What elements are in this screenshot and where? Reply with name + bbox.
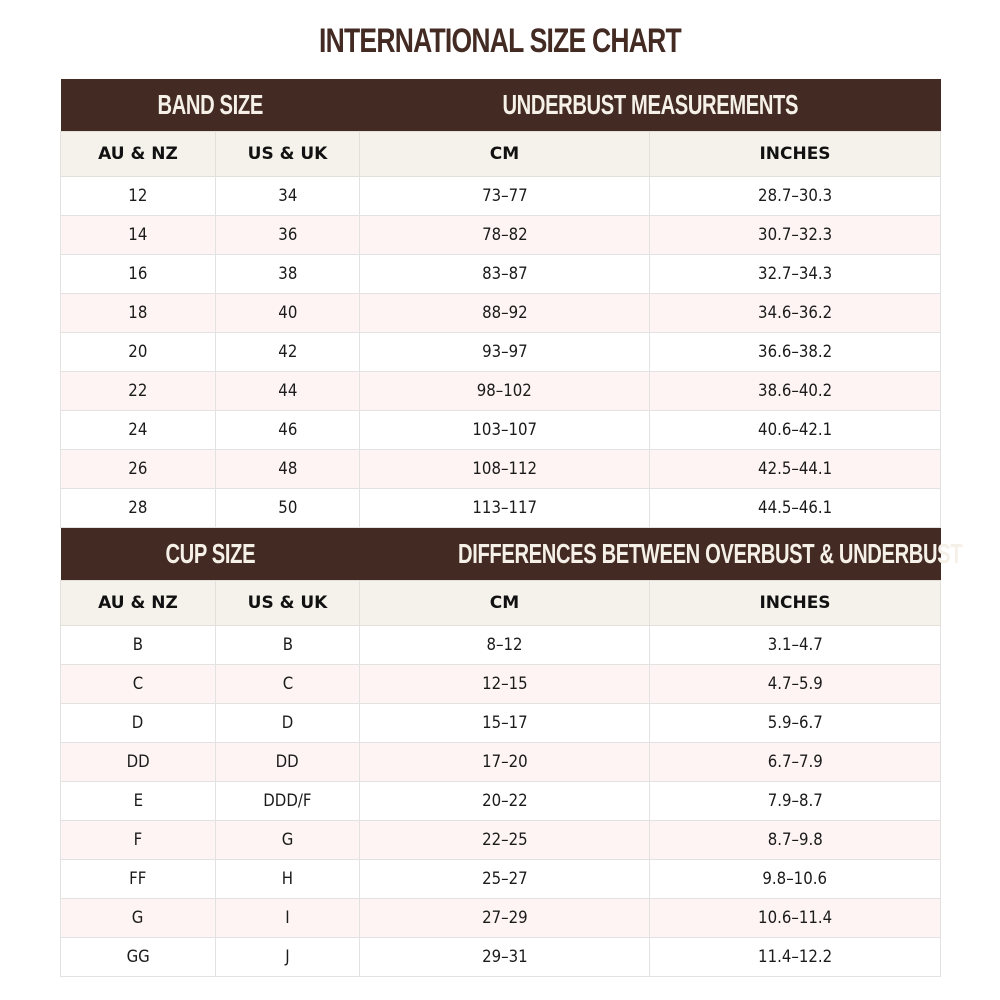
cell-value: 50 xyxy=(277,498,298,518)
table-row xyxy=(61,294,941,333)
cell-value: 8–12 xyxy=(486,635,523,655)
cell-value: 34 xyxy=(277,186,298,206)
cell-value: G xyxy=(132,908,144,928)
cell-value: H xyxy=(281,869,294,889)
cell-us-uk xyxy=(216,743,360,782)
cell-value: 28 xyxy=(128,498,148,518)
table-row xyxy=(61,782,941,821)
cell-cm xyxy=(360,255,650,294)
cell-inches xyxy=(650,255,941,294)
cell-us-uk xyxy=(216,938,360,977)
cell-us-uk xyxy=(216,821,360,860)
table-row xyxy=(61,177,941,216)
table-row xyxy=(61,938,941,977)
cell-cm xyxy=(360,411,650,450)
cup-section-header xyxy=(61,528,941,581)
cell-au-nz xyxy=(61,216,216,255)
cell-us-uk xyxy=(216,489,360,528)
cell-value: I xyxy=(285,908,290,928)
cell-value: 36.6–38.2 xyxy=(757,342,833,362)
cell-us-uk xyxy=(216,704,360,743)
band-column-headers xyxy=(61,132,941,177)
cell-value: 6.7–7.9 xyxy=(767,752,823,772)
cell-us-uk xyxy=(216,216,360,255)
cell-us-uk xyxy=(216,255,360,294)
cell-cm xyxy=(360,177,650,216)
cell-au-nz xyxy=(61,294,216,333)
cell-us-uk xyxy=(216,177,360,216)
cell-inches xyxy=(650,489,941,528)
cell-cm xyxy=(360,294,650,333)
cell-value: 20–22 xyxy=(481,791,528,811)
cell-cm xyxy=(360,860,650,899)
cup-size-heading: CUP SIZE xyxy=(61,528,360,581)
cell-value: 40.6–42.1 xyxy=(757,420,833,440)
cell-value: 38 xyxy=(277,264,298,284)
cell-us-uk xyxy=(216,411,360,450)
cell-au-nz xyxy=(61,489,216,528)
cell-value: 32.7–34.3 xyxy=(757,264,833,284)
cell-au-nz xyxy=(61,821,216,860)
cell-au-nz xyxy=(61,372,216,411)
cell-value: B xyxy=(132,635,144,655)
column-header-inches: INCHES xyxy=(650,132,941,177)
cup-column-headers xyxy=(61,581,941,626)
cell-inches xyxy=(650,665,941,704)
cup-size-section xyxy=(61,528,962,977)
cell-inches xyxy=(650,938,941,977)
cell-au-nz xyxy=(61,177,216,216)
cell-value: 4.7–5.9 xyxy=(767,674,823,694)
table-row xyxy=(61,255,941,294)
cell-inches xyxy=(650,860,941,899)
cell-value: C xyxy=(132,674,144,694)
cell-value: 36 xyxy=(277,225,298,245)
cell-value: D xyxy=(132,713,144,733)
cell-value: 11.4–12.2 xyxy=(757,947,833,967)
cell-value: 22 xyxy=(128,381,148,401)
cell-value: 12–15 xyxy=(481,674,528,694)
cell-value: 18 xyxy=(128,303,148,323)
cell-value: 30.7–32.3 xyxy=(757,225,833,245)
cell-value: DDD/F xyxy=(263,791,312,811)
table-row xyxy=(61,743,941,782)
cell-value: 9.8–10.6 xyxy=(762,869,828,889)
cell-cm xyxy=(360,450,650,489)
table-row xyxy=(61,860,941,899)
cell-us-uk xyxy=(216,333,360,372)
cell-us-uk xyxy=(216,782,360,821)
column-header-cm: CM xyxy=(360,581,650,626)
cell-cm xyxy=(360,899,650,938)
cell-value: 27–29 xyxy=(481,908,528,928)
cell-value: 29–31 xyxy=(481,947,528,967)
cell-au-nz xyxy=(61,626,216,665)
cell-value: 108–112 xyxy=(472,459,537,479)
cell-value: G xyxy=(281,830,294,850)
column-header-inches: INCHES xyxy=(650,581,941,626)
column-header-au-nz: AU & NZ xyxy=(61,581,216,626)
cell-value: 88–92 xyxy=(481,303,528,323)
cell-value: J xyxy=(285,947,290,967)
cell-au-nz xyxy=(61,860,216,899)
cell-inches xyxy=(650,411,941,450)
cell-value: 14 xyxy=(128,225,148,245)
table-row xyxy=(61,333,941,372)
cell-inches xyxy=(650,821,941,860)
page-title: INTERNATIONAL SIZE CHART xyxy=(319,22,681,60)
cell-inches xyxy=(650,333,941,372)
cell-inches xyxy=(650,216,941,255)
table-row xyxy=(61,899,941,938)
cell-value: 3.1–4.7 xyxy=(767,635,823,655)
cell-value: 48 xyxy=(277,459,298,479)
table-row xyxy=(61,665,941,704)
cell-cm xyxy=(360,216,650,255)
cell-cm xyxy=(360,782,650,821)
cell-inches xyxy=(650,899,941,938)
cell-value: 15–17 xyxy=(481,713,528,733)
cell-cm xyxy=(360,489,650,528)
cell-value: 16 xyxy=(128,264,148,284)
cell-value: 12 xyxy=(128,186,148,206)
size-table xyxy=(60,79,962,977)
table-row xyxy=(61,489,941,528)
cell-value: 46 xyxy=(277,420,298,440)
cell-value: D xyxy=(281,713,294,733)
cell-us-uk xyxy=(216,450,360,489)
cell-value: 93–97 xyxy=(481,342,528,362)
column-header-cm: CM xyxy=(360,132,650,177)
cell-au-nz xyxy=(61,665,216,704)
underbust-heading: UNDERBUST MEASUREMENTS xyxy=(360,79,941,132)
band-section-header xyxy=(61,79,941,132)
table-row xyxy=(61,450,941,489)
cell-cm xyxy=(360,704,650,743)
cell-us-uk xyxy=(216,860,360,899)
cell-value: 17–20 xyxy=(481,752,528,772)
cell-value: DD xyxy=(126,752,150,772)
cell-inches xyxy=(650,372,941,411)
cell-cm xyxy=(360,665,650,704)
cell-value: 42.5–44.1 xyxy=(757,459,833,479)
column-header-us-uk: US & UK xyxy=(216,132,360,177)
cell-cm xyxy=(360,372,650,411)
cell-value: B xyxy=(282,635,293,655)
cell-value: 10.6–11.4 xyxy=(757,908,833,928)
table-row xyxy=(61,821,941,860)
cell-value: F xyxy=(133,830,143,850)
cell-au-nz xyxy=(61,255,216,294)
cell-value: 103–107 xyxy=(472,420,537,440)
table-row xyxy=(61,372,941,411)
cell-au-nz xyxy=(61,411,216,450)
cell-value: 28.7–30.3 xyxy=(757,186,833,206)
cell-value: 78–82 xyxy=(481,225,528,245)
cell-value: 98–102 xyxy=(476,381,533,401)
band-size-section xyxy=(61,79,941,528)
cell-value: DD xyxy=(275,752,300,772)
column-header-au-nz: AU & NZ xyxy=(61,132,216,177)
cell-inches xyxy=(650,626,941,665)
cell-value: 44 xyxy=(277,381,298,401)
cell-value: E xyxy=(133,791,143,811)
cell-cm xyxy=(360,333,650,372)
cell-value: FF xyxy=(129,869,147,889)
cell-value: 24 xyxy=(128,420,148,440)
cell-value: 34.6–36.2 xyxy=(757,303,833,323)
cell-inches xyxy=(650,450,941,489)
cell-value: 7.9–8.7 xyxy=(767,791,823,811)
size-chart xyxy=(60,79,962,977)
cell-value: 8.7–9.8 xyxy=(767,830,823,850)
cell-value: 44.5–46.1 xyxy=(757,498,833,518)
cell-au-nz xyxy=(61,704,216,743)
column-header-us-uk: US & UK xyxy=(216,581,360,626)
cell-inches xyxy=(650,704,941,743)
cell-cm xyxy=(360,821,650,860)
cell-us-uk xyxy=(216,626,360,665)
cell-inches xyxy=(650,782,941,821)
cell-value: 22–25 xyxy=(481,830,528,850)
cell-inches xyxy=(650,743,941,782)
cell-au-nz xyxy=(61,743,216,782)
cell-us-uk xyxy=(216,665,360,704)
cell-au-nz xyxy=(61,333,216,372)
cell-au-nz xyxy=(61,899,216,938)
table-row xyxy=(61,704,941,743)
overbust-underbust-heading: DIFFERENCES BETWEEN OVERBUST & UNDERBUST xyxy=(360,528,941,581)
cell-value: GG xyxy=(126,947,150,967)
cell-inches xyxy=(650,294,941,333)
cell-value: 5.9–6.7 xyxy=(767,713,823,733)
cell-value: 26 xyxy=(128,459,148,479)
cell-cm xyxy=(360,938,650,977)
cell-value: C xyxy=(282,674,293,694)
cell-us-uk xyxy=(216,294,360,333)
cell-au-nz xyxy=(61,450,216,489)
band-size-heading: BAND SIZE xyxy=(61,79,360,132)
cell-cm xyxy=(360,743,650,782)
cell-us-uk xyxy=(216,372,360,411)
cell-value: 20 xyxy=(128,342,148,362)
cell-value: 73–77 xyxy=(481,186,528,206)
cell-inches xyxy=(650,177,941,216)
cell-value: 25–27 xyxy=(481,869,528,889)
cell-cm xyxy=(360,626,650,665)
cell-us-uk xyxy=(216,899,360,938)
cell-value: 113–117 xyxy=(472,498,537,518)
table-row xyxy=(61,626,941,665)
cell-value: 42 xyxy=(277,342,298,362)
cell-au-nz xyxy=(61,938,216,977)
table-row xyxy=(61,216,941,255)
cell-value: 83–87 xyxy=(481,264,528,284)
table-row xyxy=(61,411,941,450)
cell-value: 38.6–40.2 xyxy=(757,381,833,401)
cell-au-nz xyxy=(61,782,216,821)
cell-value: 40 xyxy=(277,303,298,323)
